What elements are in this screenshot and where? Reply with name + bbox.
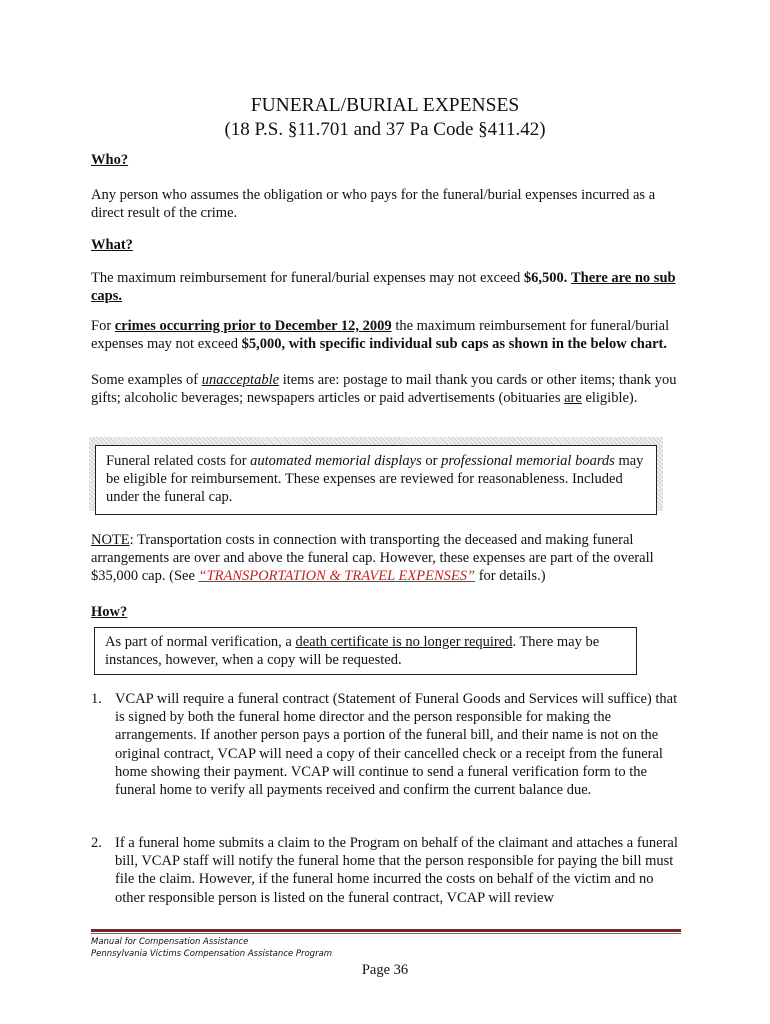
what-p2-prefix: For [91, 318, 115, 334]
who-text: Any person who assumes the obligation or who pays for the funeral/burial expenses incurred as a direct result of the crime. [91, 187, 656, 222]
list-item-number: 2. [91, 835, 102, 851]
page-subtitle: (18 P.S. §11.701 and 37 Pa Code §411.42) [224, 119, 546, 140]
are-word: are [564, 390, 582, 407]
how-heading: How? [91, 604, 128, 620]
death-certificate-box [94, 627, 637, 675]
what-paragraph-2 [91, 317, 691, 353]
box-text-c: . There may be instances, however, when a copy will be requested. [105, 634, 600, 669]
footer-program-name: Pennsylvania Victims Compensation Assistance Program [91, 949, 333, 959]
callout-automated-displays: automated memorial displays [250, 453, 422, 469]
old-cap-emphasis: $5,000, with specific individual sub caps as shown in the below chart. [241, 336, 667, 353]
footer-manual-title: Manual for Compensation Assistance [91, 937, 249, 947]
callout-text-or: or [421, 453, 442, 469]
what-p2-middle: the maximum reimbursement for funeral/burial expenses may not exceed [91, 318, 670, 353]
footer-divider [91, 929, 681, 932]
callout-text-a: Funeral related costs for [106, 453, 251, 469]
what-paragraph-1 [91, 269, 691, 305]
no-sub-caps: There are no sub caps. [91, 270, 676, 305]
page-number: Page 36 [361, 962, 409, 978]
who-heading: Who? [91, 152, 129, 168]
note-text-end: for details.) [475, 568, 546, 585]
max-amount: $6,500. [523, 270, 568, 286]
list-item-number: 1. [91, 691, 102, 707]
page-title: FUNERAL/BURIAL EXPENSES [250, 95, 520, 116]
memorial-callout-box [95, 445, 657, 515]
callout-memorial-boards: professional memorial boards [441, 453, 615, 469]
crimes-date-emphasis: crimes occurring prior to December 12, 2009 [114, 318, 392, 334]
what-p3-middle: items are: postage to mail thank you cards or other items; thank you gifts; alcoholic beverages; newspapers articles or paid advertisements (obituaries [91, 372, 677, 407]
death-certificate-emphasis: death certificate is no longer required [295, 634, 513, 650]
what-heading: What? [91, 237, 133, 253]
box-text-a: As part of normal verification, a [105, 634, 296, 650]
list-item-text: If a funeral home submits a claim to the Program on behalf of the claimant and attaches a funeral bill, VCAP staff will notify the funeral home that the person responsible for paying the bill must file the claim. However, if the funeral home incurred the costs on behalf of the victim and no other responsible person is listed on the funeral contract, VCAP will review [115, 835, 678, 906]
list-item-text: VCAP will require a funeral contract (Statement of Funeral Goods and Services will suffice) that is signed by both the funeral home director and the person responsible for making the arrangements. If another person pays a portion of the funeral bill, and their name is not on the original contract, VCAP will need a copy of their cancelled check or a receipt from the funeral home showing their payment. VCAP will continue to send a funeral verification form to the funeral home to verify all payments received and confirm the current balance due. [115, 691, 678, 799]
transportation-link[interactable]: “TRANSPORTATION & TRAVEL EXPENSES” [198, 568, 476, 585]
what-p1-text: The maximum reimbursement for funeral/burial expenses may not exceed [91, 270, 524, 286]
what-p3-prefix: Some examples of [91, 372, 202, 388]
footer-divider-thin [91, 933, 681, 934]
unacceptable-word: unacceptable [201, 372, 280, 388]
what-p3-suffix: eligible). [581, 390, 638, 407]
note-text: : Transportation costs in connection with transporting the deceased and making funeral arrangements are over and above the funeral cap. However, these expenses are part of the overall $35,000 cap. (See [91, 532, 654, 585]
note-label: NOTE [91, 532, 130, 548]
callout-text-e: may be eligible for reimbursement. These expenses are reviewed for reasonableness. Included under the funeral cap. [106, 453, 644, 506]
what-paragraph-3 [91, 371, 691, 407]
note-paragraph [91, 531, 691, 586]
